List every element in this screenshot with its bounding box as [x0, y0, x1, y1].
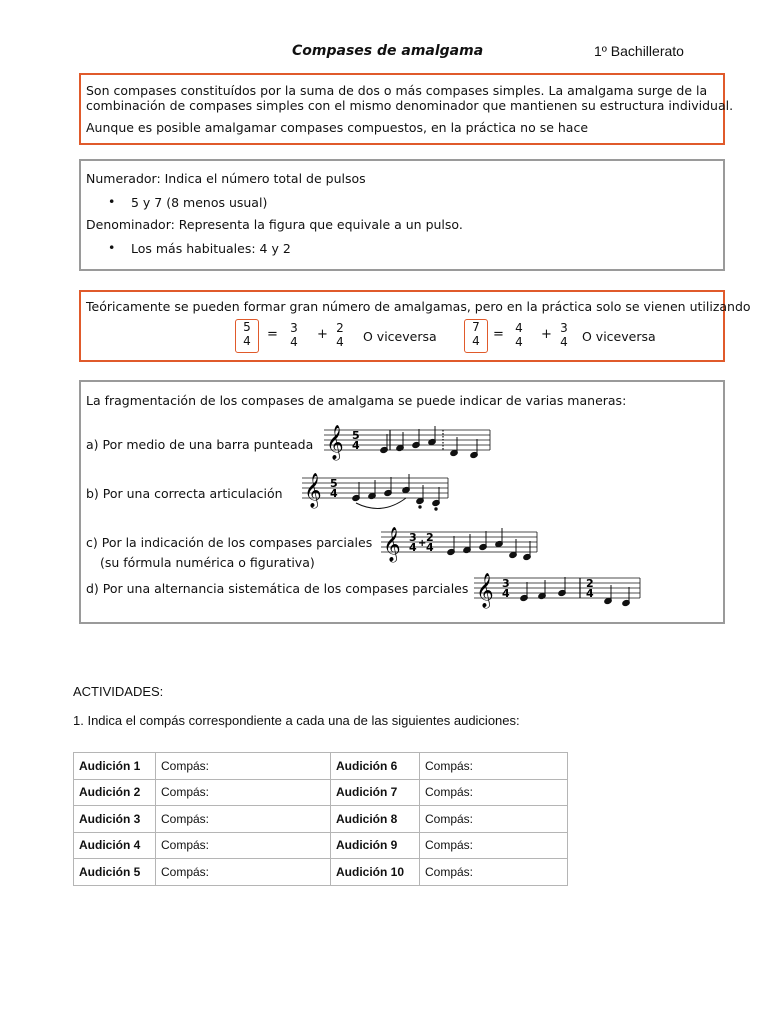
- audition-label: Audición 5: [74, 859, 156, 886]
- table-row: [74, 779, 568, 806]
- compas-cell[interactable]: Compás:: [420, 779, 568, 806]
- plus-sign: +: [317, 327, 328, 342]
- compas-cell[interactable]: Compás:: [156, 806, 331, 833]
- equals-sign: =: [493, 327, 504, 342]
- staff-dotted-barline: [324, 420, 494, 460]
- compas-cell[interactable]: Compás:: [420, 753, 568, 780]
- table-row: [74, 832, 568, 859]
- denominador-text: Denominador: Representa la figura que equivale a un pulso.: [86, 217, 463, 232]
- method-a: a) Por medio de una barra punteada: [86, 437, 314, 452]
- fraction-3-4: 3 4: [290, 321, 298, 349]
- staff-articulation: [302, 468, 452, 512]
- svg-text:3: 3: [502, 577, 510, 590]
- svg-text:4: 4: [426, 541, 434, 554]
- fraction-7-4: 7 4: [464, 319, 488, 353]
- compas-cell[interactable]: Compás:: [156, 753, 331, 780]
- audition-label: Audición 7: [331, 779, 420, 806]
- svg-text:2: 2: [586, 577, 594, 590]
- audition-label: Audición 1: [74, 753, 156, 780]
- method-c-note: (su fórmula numérica o figurativa): [100, 555, 315, 570]
- staff-partial-signatures: [381, 522, 541, 562]
- svg-text:+: +: [418, 538, 427, 549]
- svg-text:4: 4: [409, 541, 417, 554]
- method-b: b) Por una correcta articulación: [86, 486, 283, 501]
- audition-label: Audición 4: [74, 832, 156, 859]
- table-row: [74, 859, 568, 886]
- compas-cell[interactable]: Compás:: [156, 832, 331, 859]
- svg-text:3: 3: [409, 531, 417, 544]
- treble-clef-icon: 𝄞: [326, 425, 344, 460]
- method-d: d) Por una alternancia sistemática de los compases parciales: [86, 581, 469, 596]
- page-title: Compases de amalgama: [292, 43, 484, 59]
- svg-text:2: 2: [426, 531, 434, 544]
- treble-clef-icon: 𝄞: [476, 573, 494, 608]
- staff-alternating-signatures: [474, 568, 644, 612]
- treble-clef-icon: 𝄞: [383, 527, 401, 562]
- compas-cell[interactable]: Compás:: [156, 859, 331, 886]
- bullet-icon: •: [108, 194, 116, 209]
- fraction-3-4: 3 4: [560, 321, 568, 349]
- fraction-2-4: 2 4: [336, 321, 344, 349]
- compas-cell[interactable]: Compás:: [156, 779, 331, 806]
- compas-cell[interactable]: Compás:: [420, 806, 568, 833]
- course-label: 1º Bachillerato: [594, 43, 684, 59]
- table-row: [74, 753, 568, 780]
- fragmentation-intro: La fragmentación de los compases de amalgama se puede indicar de varias maneras:: [86, 393, 627, 408]
- fragmentation-box: [79, 380, 725, 624]
- numerator-denominator-box: [79, 159, 725, 271]
- audition-label: Audición 9: [331, 832, 420, 859]
- activities-heading: ACTIVIDADES:: [73, 684, 164, 699]
- equation-7-4: [464, 319, 724, 353]
- definition-line-1: Son compases constituídos por la suma de dos o más compases simples. La amalgama surge de la: [86, 83, 708, 98]
- svg-text:5: 5: [330, 477, 338, 490]
- method-c: c) Por la indicación de los compases parciales: [86, 535, 373, 550]
- audition-label: Audición 10: [331, 859, 420, 886]
- svg-text:5: 5: [352, 429, 360, 442]
- svg-text:4: 4: [330, 487, 338, 500]
- numerador-text: Numerador: Indica el número total de pulsos: [86, 171, 366, 186]
- audition-label: Audición 3: [74, 806, 156, 833]
- equation-5-4: [235, 319, 495, 353]
- audition-label: Audición 6: [331, 753, 420, 780]
- equals-sign: =: [267, 327, 278, 342]
- definition-box: [79, 73, 734, 145]
- bullet-icon: •: [108, 240, 116, 255]
- numerador-bullet: 5 y 7 (8 menos usual): [131, 195, 268, 210]
- table-row: [74, 806, 568, 833]
- audition-label: Audición 8: [331, 806, 420, 833]
- audition-label: Audición 2: [74, 779, 156, 806]
- amalgam-intro: Teóricamente se pueden formar gran número de amalgamas, pero en la práctica solo se vienen utilizando: [86, 299, 751, 314]
- denominador-bullet: Los más habituales: 4 y 2: [131, 241, 291, 256]
- amalgam-types-box: [79, 290, 751, 362]
- compas-cell[interactable]: Compás:: [420, 859, 568, 886]
- question-1: 1. Indica el compás correspondiente a cada una de las siguientes audiciones:: [73, 713, 520, 728]
- fraction-5-4: 5 4: [235, 319, 259, 353]
- compas-cell[interactable]: Compás:: [420, 832, 568, 859]
- fraction-4-4: 4 4: [515, 321, 523, 349]
- viceversa-label: O viceversa: [363, 329, 437, 344]
- definition-line-2: combinación de compases simples con el mismo denominador que mantienen su estructura individual.: [86, 98, 734, 113]
- treble-clef-icon: 𝄞: [304, 473, 322, 508]
- definition-line-3: Aunque es posible amalgamar compases compuestos, en la práctica no se hace: [86, 120, 589, 135]
- svg-text:4: 4: [586, 587, 594, 600]
- plus-sign: +: [541, 327, 552, 342]
- audition-table: [73, 752, 568, 886]
- svg-text:4: 4: [502, 587, 510, 600]
- viceversa-label: O viceversa: [582, 329, 656, 344]
- svg-text:4: 4: [352, 439, 360, 452]
